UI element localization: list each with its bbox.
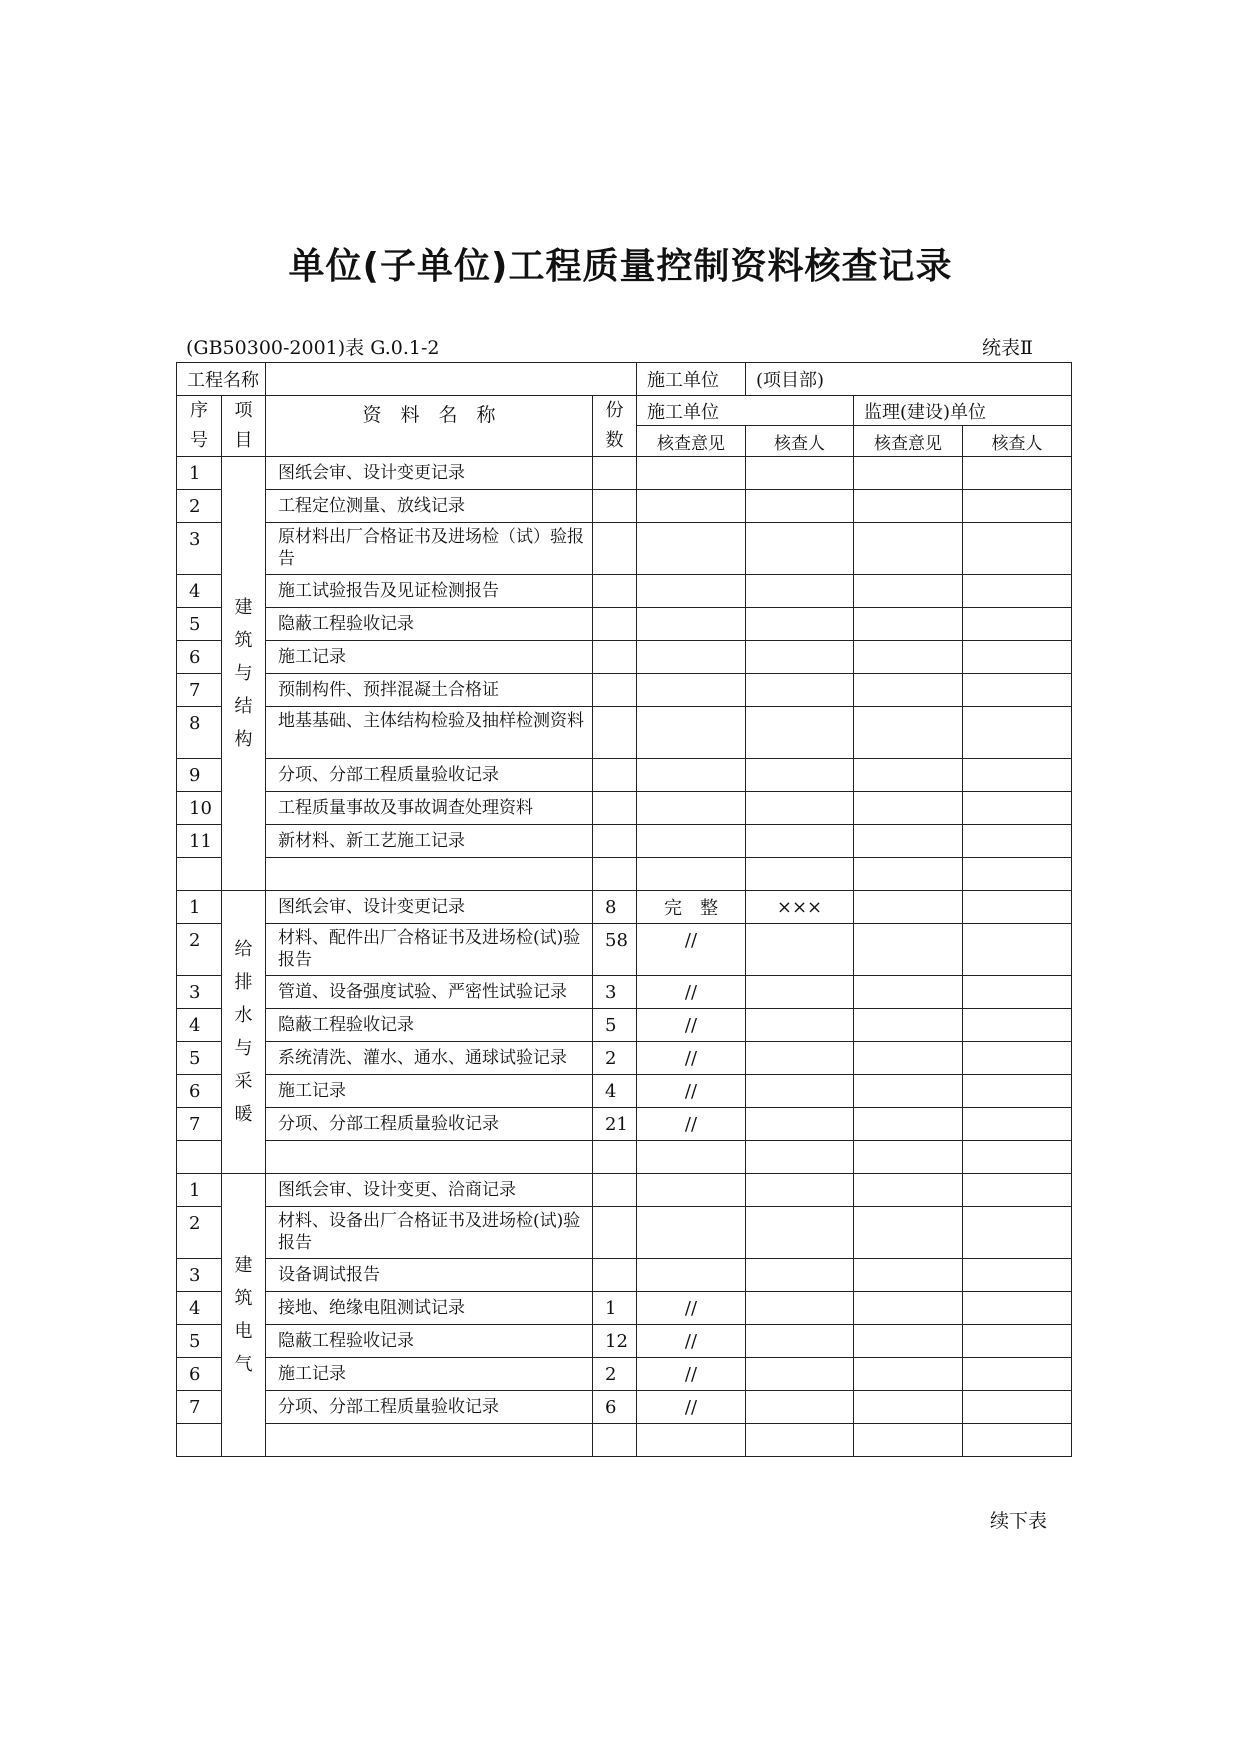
row-number: [177, 1424, 222, 1457]
material-name: 隐蔽工程验收记录: [266, 608, 593, 641]
supervision-checker-cell[interactable]: [963, 641, 1072, 674]
construction-checker-cell[interactable]: ×××: [746, 891, 854, 924]
row-number: 8: [177, 707, 222, 759]
table-row: [177, 1141, 1072, 1174]
construction-opinion-cell[interactable]: [637, 858, 746, 891]
supervision-checker-cell[interactable]: [963, 976, 1072, 1009]
material-name: 分项、分部工程质量验收记录: [266, 1391, 593, 1424]
table-row: [177, 1108, 1072, 1141]
copy-count[interactable]: [593, 674, 637, 707]
supervision-checker-header: 核查人: [963, 426, 1072, 457]
category-label: 建 筑 电 气: [222, 1174, 266, 1457]
row-number: 1: [177, 891, 222, 924]
row-number: 3: [177, 976, 222, 1009]
table-row: [177, 575, 1072, 608]
page-title: 单位(子单位)工程质量控制资料核查记录: [288, 246, 953, 287]
row-number: 5: [177, 608, 222, 641]
supervision-checker-cell[interactable]: [963, 1108, 1072, 1141]
construction-group-header: 施工单位: [637, 396, 854, 426]
construction-opinion-cell[interactable]: [637, 825, 746, 858]
construction-checker-cell[interactable]: [746, 641, 854, 674]
category-label: 给 排 水 与 采 暖: [222, 891, 266, 1174]
table-row: [177, 1424, 1072, 1457]
construction-checker-cell[interactable]: [746, 1009, 854, 1042]
supervision-opinion-cell[interactable]: [854, 608, 963, 641]
construction-opinion-cell[interactable]: 完 整: [637, 891, 746, 924]
material-name: 分项、分部工程质量验收记录: [266, 759, 593, 792]
construction-checker-cell[interactable]: [746, 1141, 854, 1174]
row-number: 10: [177, 792, 222, 825]
construction-checker-header: 核查人: [746, 426, 854, 457]
construction-checker-cell[interactable]: [746, 759, 854, 792]
copy-count[interactable]: [593, 1424, 637, 1457]
row-number: 11: [177, 825, 222, 858]
construction-checker-cell[interactable]: [746, 457, 854, 490]
supervision-checker-cell[interactable]: [963, 1009, 1072, 1042]
supervision-checker-cell[interactable]: [963, 924, 1072, 976]
table-row: [177, 1075, 1072, 1108]
table-row: [177, 707, 1072, 759]
table-row: [177, 792, 1072, 825]
row-number: [177, 858, 222, 891]
material-name: 施工记录: [266, 641, 593, 674]
next-page-label: 续下表: [990, 1510, 1048, 1532]
table-row: [177, 608, 1072, 641]
table-row: [177, 674, 1072, 707]
construction-checker-cell[interactable]: [746, 575, 854, 608]
row-number: 2: [177, 490, 222, 523]
material-name: 隐蔽工程验收记录: [266, 1325, 593, 1358]
material-name: 图纸会审、设计变更记录: [266, 891, 593, 924]
supervision-opinion-cell[interactable]: [854, 759, 963, 792]
supervision-opinion-cell[interactable]: [854, 1391, 963, 1424]
construction-checker-cell[interactable]: [746, 1108, 854, 1141]
supervision-opinion-cell[interactable]: [854, 1141, 963, 1174]
material-name: 材料、配件出厂合格证书及进场检(试)验报告: [266, 924, 593, 976]
supervision-checker-cell[interactable]: [963, 707, 1072, 759]
construction-checker-cell[interactable]: [746, 924, 854, 976]
copy-count[interactable]: [593, 575, 637, 608]
copy-count[interactable]: [593, 523, 637, 575]
item-header: 项 目: [222, 396, 266, 457]
supervision-opinion-cell[interactable]: [854, 891, 963, 924]
table-row: [177, 1391, 1072, 1424]
construction-checker-cell[interactable]: [746, 858, 854, 891]
construction-checker-cell[interactable]: [746, 1042, 854, 1075]
row-number: 6: [177, 641, 222, 674]
table-row: [177, 1358, 1072, 1391]
construction-opinion-cell[interactable]: [637, 674, 746, 707]
construction-checker-cell[interactable]: [746, 1207, 854, 1259]
copy-count[interactable]: [593, 1259, 637, 1292]
row-number: 5: [177, 1325, 222, 1358]
supervision-checker-cell[interactable]: [963, 1259, 1072, 1292]
material-name: 施工记录: [266, 1075, 593, 1108]
material-name: 施工试验报告及见证检测报告: [266, 575, 593, 608]
row-number: 2: [177, 924, 222, 976]
table-row: [177, 858, 1072, 891]
row-number: 5: [177, 1042, 222, 1075]
table-row: [177, 1292, 1072, 1325]
construction-opinion-cell[interactable]: [637, 1207, 746, 1259]
construction-checker-cell[interactable]: [746, 825, 854, 858]
quality-control-table: [176, 362, 1072, 1457]
construction-opinion-cell[interactable]: [637, 759, 746, 792]
construction-checker-cell[interactable]: [746, 490, 854, 523]
construction-checker-cell[interactable]: [746, 976, 854, 1009]
table-row: [177, 1325, 1072, 1358]
supervision-opinion-cell[interactable]: [854, 490, 963, 523]
row-number: 7: [177, 674, 222, 707]
row-number: 6: [177, 1358, 222, 1391]
table-row: [177, 490, 1072, 523]
construction-unit-field[interactable]: (项目部): [746, 363, 1072, 396]
construction-opinion-cell[interactable]: [637, 575, 746, 608]
project-name-field[interactable]: [266, 363, 637, 396]
construction-opinion-cell[interactable]: [637, 1141, 746, 1174]
supervision-opinion-cell[interactable]: [854, 1108, 963, 1141]
supervision-group-header: 监理(建设)单位: [854, 396, 1072, 426]
copy-count[interactable]: [593, 1141, 637, 1174]
supervision-opinion-cell[interactable]: [854, 1292, 963, 1325]
construction-checker-cell[interactable]: [746, 1292, 854, 1325]
project-info-row: [177, 363, 1072, 396]
supervision-opinion-cell[interactable]: [854, 674, 963, 707]
construction-checker-cell[interactable]: [746, 707, 854, 759]
supervision-checker-cell[interactable]: [963, 490, 1072, 523]
continued-label: 统表Ⅱ: [982, 337, 1033, 359]
copy-count[interactable]: 2: [593, 1358, 637, 1391]
supervision-checker-cell[interactable]: [963, 1174, 1072, 1207]
row-number: 6: [177, 1075, 222, 1108]
table-row: [177, 641, 1072, 674]
supervision-opinion-cell[interactable]: [854, 792, 963, 825]
supervision-opinion-cell[interactable]: [854, 1358, 963, 1391]
copy-count[interactable]: 1: [593, 1292, 637, 1325]
construction-opinion-cell[interactable]: //: [637, 1108, 746, 1141]
copy-count[interactable]: [593, 1174, 637, 1207]
construction-opinion-cell[interactable]: [637, 1259, 746, 1292]
supervision-checker-cell[interactable]: [963, 575, 1072, 608]
supervision-checker-cell[interactable]: [963, 1391, 1072, 1424]
construction-opinion-cell[interactable]: //: [637, 1391, 746, 1424]
supervision-checker-cell[interactable]: [963, 674, 1072, 707]
construction-opinion-cell[interactable]: //: [637, 976, 746, 1009]
copy-count[interactable]: [593, 707, 637, 759]
supervision-checker-cell[interactable]: [963, 825, 1072, 858]
copy-count[interactable]: [593, 792, 637, 825]
material-name: 预制构件、预拌混凝土合格证: [266, 674, 593, 707]
material-name: 设备调试报告: [266, 1259, 593, 1292]
row-number: 2: [177, 1207, 222, 1259]
material-name: [266, 858, 593, 891]
material-name: 地基基础、主体结构检验及抽样检测资料: [266, 707, 593, 759]
construction-opinion-cell[interactable]: [637, 1424, 746, 1457]
material-name: 原材料出厂合格证书及进场检（试）验报告: [266, 523, 593, 575]
copy-count[interactable]: 5: [593, 1009, 637, 1042]
row-number: 4: [177, 1292, 222, 1325]
supervision-checker-cell[interactable]: [963, 608, 1072, 641]
material-name: [266, 1424, 593, 1457]
table-row: [177, 891, 1072, 924]
construction-opinion-cell[interactable]: [637, 641, 746, 674]
construction-opinion-cell[interactable]: [637, 608, 746, 641]
material-name: 工程质量事故及事故调查处理资料: [266, 792, 593, 825]
material-name: 工程定位测量、放线记录: [266, 490, 593, 523]
copy-count[interactable]: [593, 608, 637, 641]
construction-opinion-cell[interactable]: //: [637, 1042, 746, 1075]
supervision-opinion-cell[interactable]: [854, 1042, 963, 1075]
supervision-opinion-cell[interactable]: [854, 641, 963, 674]
row-number: 3: [177, 523, 222, 575]
supervision-checker-cell[interactable]: [963, 1292, 1072, 1325]
construction-opinion-cell[interactable]: [637, 707, 746, 759]
supervision-checker-cell[interactable]: [963, 891, 1072, 924]
construction-opinion-cell[interactable]: //: [637, 924, 746, 976]
material-name: 接地、绝缘电阻测试记录: [266, 1292, 593, 1325]
supervision-checker-cell[interactable]: [963, 1325, 1072, 1358]
copy-count[interactable]: 58: [593, 924, 637, 976]
supervision-checker-cell[interactable]: [963, 1424, 1072, 1457]
construction-checker-cell[interactable]: [746, 1259, 854, 1292]
supervision-opinion-cell[interactable]: [854, 976, 963, 1009]
construction-unit-label: 施工单位: [637, 363, 746, 396]
construction-checker-cell[interactable]: [746, 1391, 854, 1424]
construction-opinion-cell[interactable]: //: [637, 1358, 746, 1391]
table-row: [177, 1259, 1072, 1292]
material-name: 系统清洗、灌水、通水、通球试验记录: [266, 1042, 593, 1075]
material-name: 图纸会审、设计变更、洽商记录: [266, 1174, 593, 1207]
category-label: 建 筑 与 结 构: [222, 457, 266, 891]
supervision-checker-cell[interactable]: [963, 1075, 1072, 1108]
construction-opinion-cell[interactable]: //: [637, 1009, 746, 1042]
material-name: [266, 1141, 593, 1174]
copy-count[interactable]: [593, 1207, 637, 1259]
construction-opinion-cell[interactable]: //: [637, 1325, 746, 1358]
supervision-checker-cell[interactable]: [963, 759, 1072, 792]
project-name-label: 工程名称: [177, 363, 266, 396]
seq-header: 序 号: [177, 396, 222, 457]
construction-checker-cell[interactable]: [746, 523, 854, 575]
row-number: 1: [177, 1174, 222, 1207]
row-number: 4: [177, 575, 222, 608]
table-row: [177, 759, 1072, 792]
construction-checker-cell[interactable]: [746, 1174, 854, 1207]
construction-opinion-header: 核查意见: [637, 426, 746, 457]
supervision-checker-cell[interactable]: [963, 858, 1072, 891]
copy-count[interactable]: 3: [593, 976, 637, 1009]
copy-count[interactable]: [593, 641, 637, 674]
construction-opinion-cell[interactable]: //: [637, 1292, 746, 1325]
table-row: [177, 457, 1072, 490]
supervision-opinion-cell[interactable]: [854, 523, 963, 575]
copy-count[interactable]: 8: [593, 891, 637, 924]
table-row: [177, 1207, 1072, 1259]
supervision-opinion-cell[interactable]: [854, 457, 963, 490]
supervision-opinion-cell[interactable]: [854, 825, 963, 858]
supervision-opinion-cell[interactable]: [854, 1424, 963, 1457]
row-number: 3: [177, 1259, 222, 1292]
supervision-checker-cell[interactable]: [963, 792, 1072, 825]
material-name: 图纸会审、设计变更记录: [266, 457, 593, 490]
construction-checker-cell[interactable]: [746, 1325, 854, 1358]
table-row: [177, 924, 1072, 976]
supervision-opinion-cell[interactable]: [854, 1075, 963, 1108]
construction-opinion-cell[interactable]: [637, 457, 746, 490]
supervision-opinion-cell[interactable]: [854, 707, 963, 759]
supervision-checker-cell[interactable]: [963, 1358, 1072, 1391]
standard-reference: (GB50300-2001)表 G.0.1-2: [186, 337, 440, 359]
copy-count[interactable]: [593, 457, 637, 490]
construction-opinion-cell[interactable]: [637, 490, 746, 523]
supervision-opinion-cell[interactable]: [854, 575, 963, 608]
row-number: [177, 1141, 222, 1174]
supervision-opinion-header: 核查意见: [854, 426, 963, 457]
copy-count[interactable]: 12: [593, 1325, 637, 1358]
material-name: 新材料、新工艺施工记录: [266, 825, 593, 858]
supervision-checker-cell[interactable]: [963, 1141, 1072, 1174]
construction-opinion-cell[interactable]: [637, 1174, 746, 1207]
supervision-opinion-cell[interactable]: [854, 1325, 963, 1358]
table-row: [177, 976, 1072, 1009]
supervision-opinion-cell[interactable]: [854, 1207, 963, 1259]
material-name: 材料、设备出厂合格证书及进场检(试)验报告: [266, 1207, 593, 1259]
supervision-opinion-cell[interactable]: [854, 1009, 963, 1042]
construction-checker-cell[interactable]: [746, 674, 854, 707]
copy-count[interactable]: [593, 490, 637, 523]
copy-count[interactable]: 4: [593, 1075, 637, 1108]
supervision-opinion-cell[interactable]: [854, 924, 963, 976]
copy-count[interactable]: [593, 858, 637, 891]
construction-checker-cell[interactable]: [746, 1358, 854, 1391]
supervision-checker-cell[interactable]: [963, 523, 1072, 575]
supervision-checker-cell[interactable]: [963, 1042, 1072, 1075]
supervision-opinion-cell[interactable]: [854, 1174, 963, 1207]
copy-count[interactable]: 2: [593, 1042, 637, 1075]
row-number: 7: [177, 1391, 222, 1424]
row-number: 9: [177, 759, 222, 792]
table-row: [177, 523, 1072, 575]
table-row: [177, 825, 1072, 858]
construction-opinion-cell[interactable]: [637, 523, 746, 575]
construction-checker-cell[interactable]: [746, 1424, 854, 1457]
row-number: 4: [177, 1009, 222, 1042]
construction-checker-cell[interactable]: [746, 792, 854, 825]
copy-count[interactable]: [593, 759, 637, 792]
row-number: 7: [177, 1108, 222, 1141]
copy-count[interactable]: 6: [593, 1391, 637, 1424]
supervision-opinion-cell[interactable]: [854, 1259, 963, 1292]
material-name: 施工记录: [266, 1358, 593, 1391]
construction-opinion-cell[interactable]: [637, 792, 746, 825]
material-name-header: 资 料 名 称: [266, 396, 593, 457]
table-row: [177, 1042, 1072, 1075]
row-number: 1: [177, 457, 222, 490]
copy-count[interactable]: 21: [593, 1108, 637, 1141]
table-row: [177, 1009, 1072, 1042]
header-row-1: [177, 396, 1072, 426]
copy-count[interactable]: [593, 825, 637, 858]
construction-checker-cell[interactable]: [746, 1075, 854, 1108]
material-name: 分项、分部工程质量验收记录: [266, 1108, 593, 1141]
supervision-checker-cell[interactable]: [963, 457, 1072, 490]
material-name: 管道、设备强度试验、严密性试验记录: [266, 976, 593, 1009]
construction-checker-cell[interactable]: [746, 608, 854, 641]
material-name: 隐蔽工程验收记录: [266, 1009, 593, 1042]
supervision-opinion-cell[interactable]: [854, 858, 963, 891]
count-header: 份 数: [593, 396, 637, 457]
table-row: [177, 1174, 1072, 1207]
construction-opinion-cell[interactable]: //: [637, 1075, 746, 1108]
supervision-checker-cell[interactable]: [963, 1207, 1072, 1259]
